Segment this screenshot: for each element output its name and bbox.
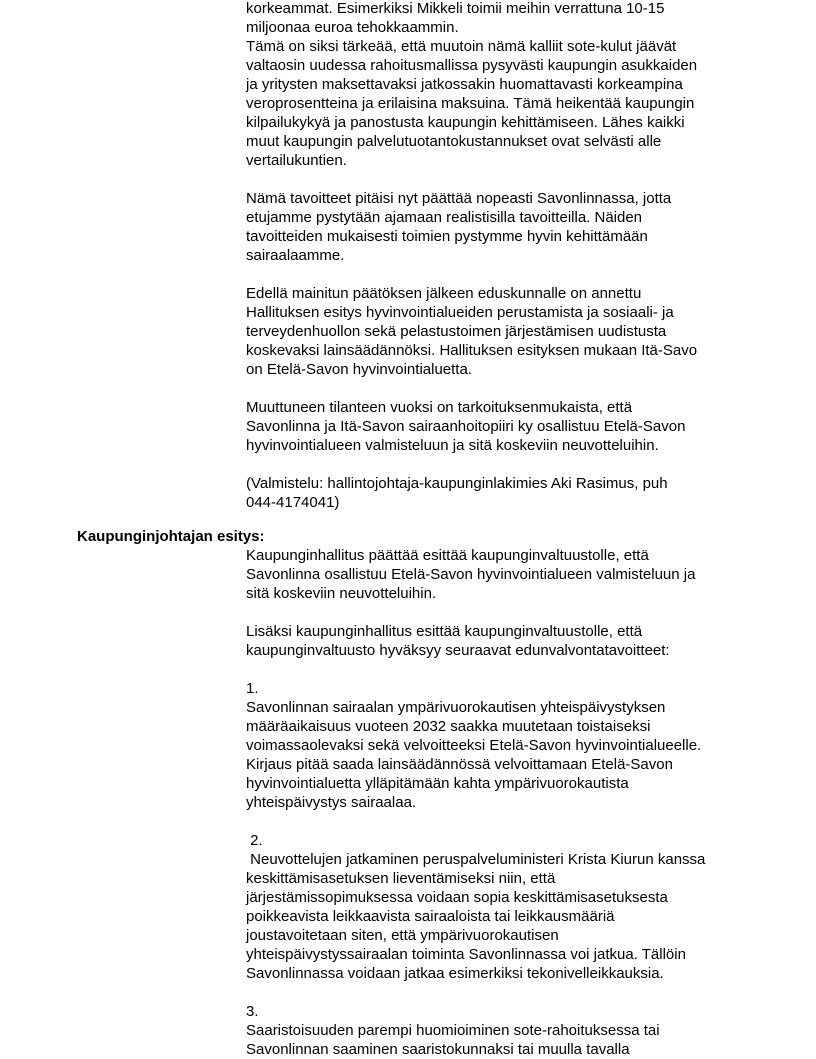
text-line: joustavoitetaan siten, että ympärivuorokautisen bbox=[246, 927, 559, 944]
list-item-goal-2 bbox=[246, 831, 766, 983]
list-item-goal-1 bbox=[246, 679, 766, 812]
text-line: Savonlinna osallistuu Etelä-Savon hyvinvointialueen valmisteluun ja bbox=[246, 566, 696, 583]
text-line: hyvinvointialuetta ylläpitämään kahta ympärivuorokautista bbox=[246, 775, 629, 792]
text-line: Edellä mainitun päätöksen jälkeen eduskunnalle on annettu bbox=[246, 285, 642, 302]
text-line: Hallituksen esitys hyvinvointialueiden perustamista ja sosiaali- ja bbox=[246, 304, 674, 321]
text-line: miljoonaa euroa tehokkaammin. bbox=[246, 19, 459, 36]
text-line: sitä koskeviin neuvotteluihin. bbox=[246, 585, 437, 602]
text-line: Kirjaus pitää saada lainsäädännössä velvoittamaan Etelä-Savon bbox=[246, 756, 673, 773]
text-line: 3. bbox=[246, 1003, 259, 1020]
text-line: koskevaksi lainsäädännöksi. Hallituksen esityksen mukaan Itä-Savo bbox=[246, 342, 698, 359]
text-line: keskittämisasetuksen lieventämiseksi niin, että bbox=[246, 870, 556, 887]
text-line: korkeammat. Esimerkiksi Mikkeli toimii meihin verrattuna 10-15 bbox=[246, 0, 665, 17]
text-line: yhteispäivystys sairaalaa. bbox=[246, 794, 417, 811]
text-line: terveydenhuollon sekä pelastustoimen järjestämisen uudistusta bbox=[246, 323, 667, 340]
paragraph-participation bbox=[246, 398, 766, 455]
text-line: muut kaupungin palvelutuotantokustannukset ovat selvästi alle bbox=[246, 133, 662, 150]
text-line: voimassaolevaksi sekä velvoitteeksi Etelä-Savon hyvinvointialueelle. bbox=[246, 737, 702, 754]
text-line: järjestämissopimuksessa voidaan sopia keskittämisasetuksesta bbox=[246, 889, 668, 906]
text-line: Kaupunginhallitus päättää esittää kaupunginvaltuustolle, että bbox=[246, 547, 649, 564]
text-line: Neuvottelujen jatkaminen peruspalveluministeri Krista Kiurun kanssa bbox=[246, 851, 706, 868]
text-line: etujamme pystytään ajamaan realistisilla tavoitteilla. Näiden bbox=[246, 209, 643, 226]
text-line: ja yritysten maksettavaksi jatkossakin huomattavasti korkeampina bbox=[246, 76, 683, 93]
text-line: (Valmistelu: hallintojohtaja-kaupunginlakimies Aki Rasimus, puh bbox=[246, 475, 668, 492]
text-line: 1. bbox=[246, 680, 259, 697]
background-section bbox=[246, 0, 766, 512]
proposal-section bbox=[246, 546, 766, 1059]
text-line: kilpailukykyä ja panostusta kaupungin kehittämiseen. Lähes kaikki bbox=[246, 114, 685, 131]
text-line: Savonlinnan saaminen saaristokunnaksi tai muulla tavalla bbox=[246, 1041, 630, 1058]
text-line: 2. bbox=[246, 832, 263, 849]
paragraph-government-proposal bbox=[246, 284, 766, 379]
text-line: määräaikaisuus vuoteen 2032 saakka muutetaan toistaiseksi bbox=[246, 718, 651, 735]
paragraph-preparer bbox=[246, 474, 766, 512]
text-line: Savonlinnassa voidaan jatkaa esimerkiksi tekonivelleikkauksia. bbox=[246, 965, 664, 982]
text-line: veroprosentteina ja erilaisina maksuina. Tämä heikentää kaupungin bbox=[246, 95, 695, 112]
text-line: Lisäksi kaupunginhallitus esittää kaupunginvaltuustolle, että bbox=[246, 623, 643, 640]
text-line: Savonlinnan sairaalan ympärivuorokautisen yhteispäivystyksen bbox=[246, 699, 666, 716]
text-line: tavoitteiden mukaisesti toimien pystymme hyvin kehittämään bbox=[246, 228, 648, 245]
text-line: kaupunginvaltuusto hyväksyy seuraavat edunvalvontatavoitteet: bbox=[246, 642, 670, 659]
text-line: Muuttuneen tilanteen vuoksi on tarkoituksenmukaista, että bbox=[246, 399, 633, 416]
text-line: Nämä tavoitteet pitäisi nyt päättää nopeasti Savonlinnassa, jotta bbox=[246, 190, 672, 207]
text-line: yhteispäivystyssairaalan toiminta Savonlinnassa voi jatkua. Tällöin bbox=[246, 946, 686, 963]
text-line: poikkeavista leikkaavista sairaaloista tai leikkausmääriä bbox=[246, 908, 615, 925]
paragraph-cost-comparison bbox=[246, 0, 766, 170]
proposal-heading: Kaupunginjohtajan esitys: bbox=[77, 528, 265, 545]
list-item-goal-3 bbox=[246, 1002, 766, 1059]
text-line: hyvinvointialueen valmisteluun ja sitä koskeviin neuvotteluihin. bbox=[246, 437, 659, 454]
text-line: sairaalaamme. bbox=[246, 247, 345, 264]
paragraph-advocacy-goals bbox=[246, 622, 766, 660]
text-line: valtaosin uudessa rahoitusmallissa pysyvästi kaupungin asukkaiden bbox=[246, 57, 698, 74]
text-line: Savonlinna ja Itä-Savon sairaanhoitopiiri ky osallistuu Etelä-Savon bbox=[246, 418, 686, 435]
paragraph-goals-decision bbox=[246, 189, 766, 265]
text-line: 044-4174041) bbox=[246, 494, 340, 511]
text-line: Saaristoisuuden parempi huomioiminen sote-rahoituksessa tai bbox=[246, 1022, 660, 1039]
paragraph-council-proposal bbox=[246, 546, 766, 603]
text-line: Tämä on siksi tärkeää, että muutoin nämä kalliit sote-kulut jäävät bbox=[246, 38, 677, 55]
text-line: vertailukuntien. bbox=[246, 152, 347, 169]
text-line: on Etelä-Savon hyvinvointialuetta. bbox=[246, 361, 472, 378]
